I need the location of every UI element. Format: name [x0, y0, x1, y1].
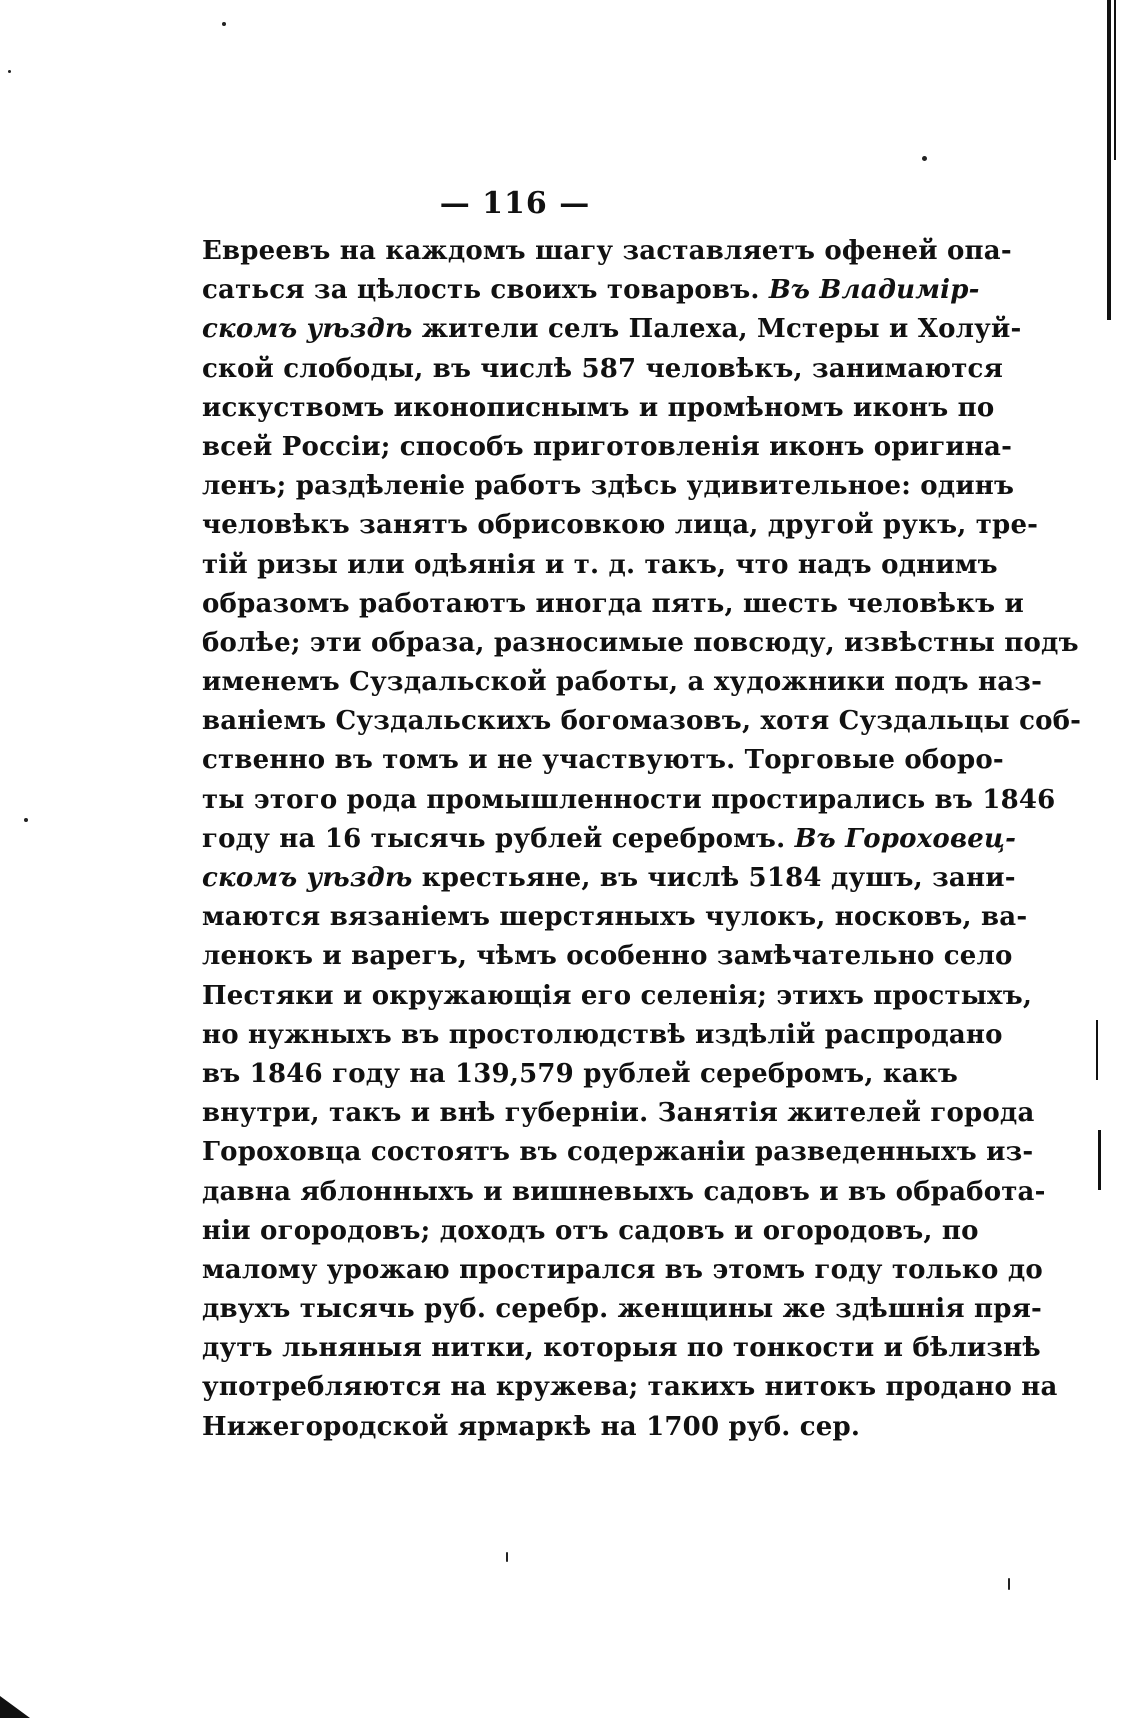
text-line: двухъ тысячь руб. серебр. женщины же здѣшнiя пря- [202, 1294, 1043, 1325]
text-line: тiй ризы или одѣянiя и т. д. такъ, что надъ однимъ [202, 549, 998, 580]
text-line: всей Россiи; способъ приготовленiя иконъ оригина- [202, 431, 1013, 462]
text-line: употребляются на кружева; такихъ нитокъ продано на [202, 1372, 1058, 1403]
text-line: внутри, такъ и внѣ губернiи. Занятiя жителей города [202, 1098, 1035, 1129]
text-line: Нижегородской ярмаркѣ на 1700 руб. сер. [202, 1411, 861, 1442]
text-line: ленокъ и варегъ, чѣмъ особенно замѣчательно село [202, 941, 1013, 972]
speck [922, 156, 927, 161]
text-line: человѣкъ занятъ обрисовкою лица, другой рукъ, тре- [202, 510, 1039, 541]
text-line: Пестяки и окружающiя его селенiя; этихъ простыхъ, [202, 980, 1033, 1011]
text-line: Евреевъ на каждомъ шагу заставляетъ офеней опа- [202, 236, 1012, 266]
text-line: ванiемъ Суздальскихъ богомазовъ, хотя Суздальцы соб- [202, 706, 1082, 737]
page-number: — 116 — [439, 186, 591, 221]
text-line: въ 1846 году на 139,579 рублей серебромъ, какъ [202, 1058, 958, 1089]
text-line: ленъ; раздѣленiе работъ здѣсь удивительное: одинъ [202, 471, 1015, 502]
binding-edge-line [1114, 0, 1116, 160]
speck [8, 70, 11, 73]
text-line: Гороховца состоятъ въ содержанiи разведенныхъ из- [202, 1137, 1034, 1168]
text-line: но нужныхъ въ простолюдствѣ издѣлiй распродано [202, 1019, 1003, 1050]
text-line: болѣе; эти образа, разносимые повсюду, извѣстны подъ [202, 627, 1079, 658]
speck [1008, 1578, 1010, 1590]
text-line: давна яблонныхъ и вишневыхъ садовъ и въ обработа- [202, 1176, 1046, 1207]
scan-mark [1096, 1020, 1098, 1080]
speck [506, 1552, 508, 1562]
text-line: маются вязанiемъ шерстяныхъ чулокъ, носковъ, ва- [202, 902, 1028, 933]
text-line: нiи огородовъ; доходъ отъ садовъ и огородовъ, по [202, 1215, 979, 1246]
text-line: году на 16 тысячь рублей серебромъ. Въ Гороховец- [202, 823, 1017, 854]
text-line: саться за цѣлость своихъ товаровъ. Въ Владимiр- [202, 275, 980, 306]
text-line: дутъ льняныя нитки, которыя по тонкости и бѣлизнѣ [202, 1333, 1041, 1364]
text-line: скомъ уѣздѣ крестьяне, въ числѣ 5184 душъ, зани- [202, 863, 1016, 893]
speck [24, 818, 28, 822]
binding-edge-line [1107, 0, 1111, 320]
text-line: именемъ Суздальской работы, а художники подъ наз- [202, 667, 1043, 698]
text-line: ты этого рода промышленности простирались въ 1846 [202, 784, 1056, 815]
text-line: скомъ уѣздѣ жители селъ Палеха, Мстеры и Холуй- [202, 314, 1022, 345]
body-text [202, 232, 1082, 1447]
text-line: малому урожаю простирался въ этомъ году только до [202, 1254, 1043, 1285]
text-line: образомъ работаютъ иногда пять, шесть человѣкъ и [202, 588, 1024, 619]
text-line: ственно въ томъ и не участвуютъ. Торговые оборо- [202, 745, 1004, 776]
text-line: ской слободы, въ числѣ 587 человѣкъ, занимаются [202, 353, 1003, 384]
speck [222, 22, 226, 26]
scan-mark [1098, 1130, 1101, 1190]
corner-mark [0, 1696, 30, 1718]
text-line: искуствомъ иконописнымъ и промѣномъ иконъ по [202, 392, 995, 423]
